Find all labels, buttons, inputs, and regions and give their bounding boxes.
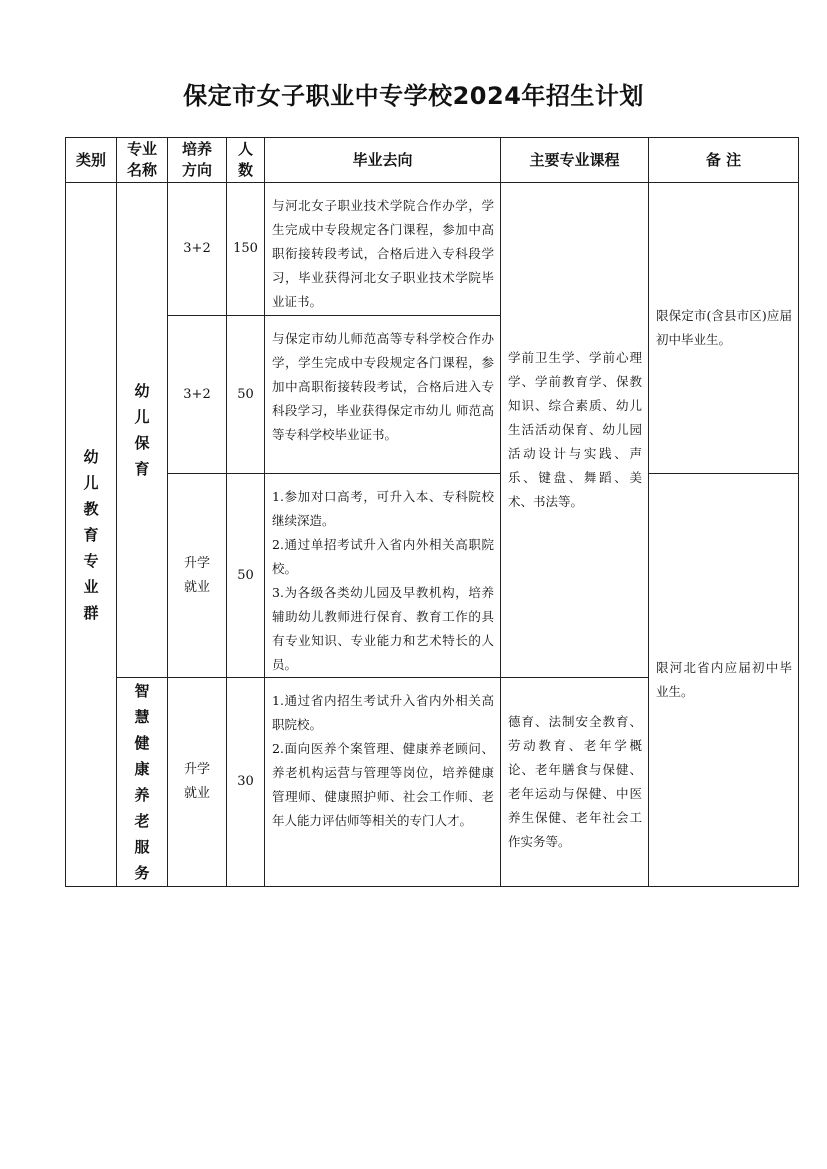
page-title: 保定市女子职业中专学校2024年招生计划 <box>183 82 644 110</box>
direction-cell: 升学 就业 <box>168 678 227 887</box>
vertical-char: 业 <box>83 577 99 596</box>
courses-cell-elderly: 德育、法制安全教育、劳动教育、老年学概论、老年膳食与保健、老年运动与保健、中医养生保健、老年社会工作实务等。 <box>501 678 649 887</box>
header-row <box>66 138 799 183</box>
vertical-char: 务 <box>134 864 150 882</box>
count-cell: 50 <box>227 316 265 474</box>
vertical-char: 群 <box>83 603 99 622</box>
vertical-char: 教 <box>83 499 99 518</box>
header-destination: 毕业去向 <box>265 138 501 183</box>
major-cell-preschool <box>117 183 168 678</box>
remarks-cell-2: 限河北省内应届初中毕业生。 <box>649 474 799 887</box>
vertical-char: 智 <box>134 682 150 700</box>
courses-cell-preschool: 学前卫生学、学前心理学、学前教育学、保教知识、综合素质、幼儿生活活动保育、幼儿园活动设计与实践、声乐、键盘、舞蹈、美术、书法等。 <box>501 183 649 678</box>
header-category: 类别 <box>66 138 117 183</box>
category-cell <box>66 183 117 887</box>
destination-line: 1.参加对口高考，可升入本、专科院校继续深造。 <box>272 489 494 528</box>
count-cell: 150 <box>227 183 265 316</box>
vertical-char: 儿 <box>83 473 99 492</box>
header-major: 专业 名称 <box>117 138 168 183</box>
destination-cell <box>265 678 501 887</box>
destination-cell: 与保定市幼儿师范高等专科学校合作办学，学生完成中专段规定各门课程，参加中高职衔接转段考试，合格后进入专科段学习，毕业获得保定市幼儿 师范高等专科学校毕业证书。 <box>265 316 501 474</box>
vertical-char: 儿 <box>134 408 150 426</box>
destination-cell: 与河北女子职业技术学院合作办学，学生完成中专段规定各门课程，参加中高职衔接转段考试，合格后进入专科段学习，毕业获得河北女子职业技术学院毕业证书。 <box>265 183 501 316</box>
direction-cell: 升学 就业 <box>168 474 227 678</box>
vertical-char: 老 <box>134 812 150 830</box>
vertical-char: 幼 <box>83 447 99 466</box>
vertical-char: 育 <box>134 460 150 478</box>
vertical-char: 服 <box>134 838 150 856</box>
direction-cell: 3+2 <box>168 183 227 316</box>
major-cell-elderly <box>117 678 168 887</box>
header-courses: 主要专业课程 <box>501 138 649 183</box>
table-row <box>66 474 799 678</box>
major-label-preschool <box>117 378 167 482</box>
table-row <box>66 183 799 316</box>
count-cell: 30 <box>227 678 265 887</box>
destination-line: 2.面向医养个案管理、健康养老顾问、养老机构运营与管理等岗位，培养健康管理师、健康照护师、社会工作师、老年人能力评估师等相关的专门人才。 <box>272 741 494 828</box>
direction-cell: 3+2 <box>168 316 227 474</box>
remarks-cell-1: 限保定市(含县市区)应届初中毕业生。 <box>649 183 799 474</box>
destination-cell <box>265 474 501 678</box>
vertical-char: 健 <box>134 734 150 752</box>
header-remarks: 备 注 <box>649 138 799 183</box>
vertical-char: 养 <box>134 786 150 804</box>
vertical-char: 康 <box>134 760 150 778</box>
vertical-char: 幼 <box>134 382 150 400</box>
category-group-label <box>66 444 116 626</box>
header-count: 人 数 <box>227 138 265 183</box>
major-label-elderly <box>117 678 167 886</box>
destination-line: 2.通过单招考试升入省内外相关高职院校。 <box>272 537 494 576</box>
destination-line: 1.通过省内招生考试升入省内外相关高职院校。 <box>272 693 494 732</box>
count-cell: 50 <box>227 474 265 678</box>
vertical-char: 慧 <box>134 708 150 726</box>
vertical-char: 育 <box>83 525 99 544</box>
enrollment-table <box>65 137 799 887</box>
vertical-char: 保 <box>134 434 150 452</box>
destination-line: 3.为各级各类幼儿园及早教机构，培养辅助幼儿教师进行保育、教育工作的具有专业知识、专业能力和艺术特长的人员。 <box>272 585 494 672</box>
header-direction: 培养 方向 <box>168 138 227 183</box>
vertical-char: 专 <box>83 551 99 570</box>
